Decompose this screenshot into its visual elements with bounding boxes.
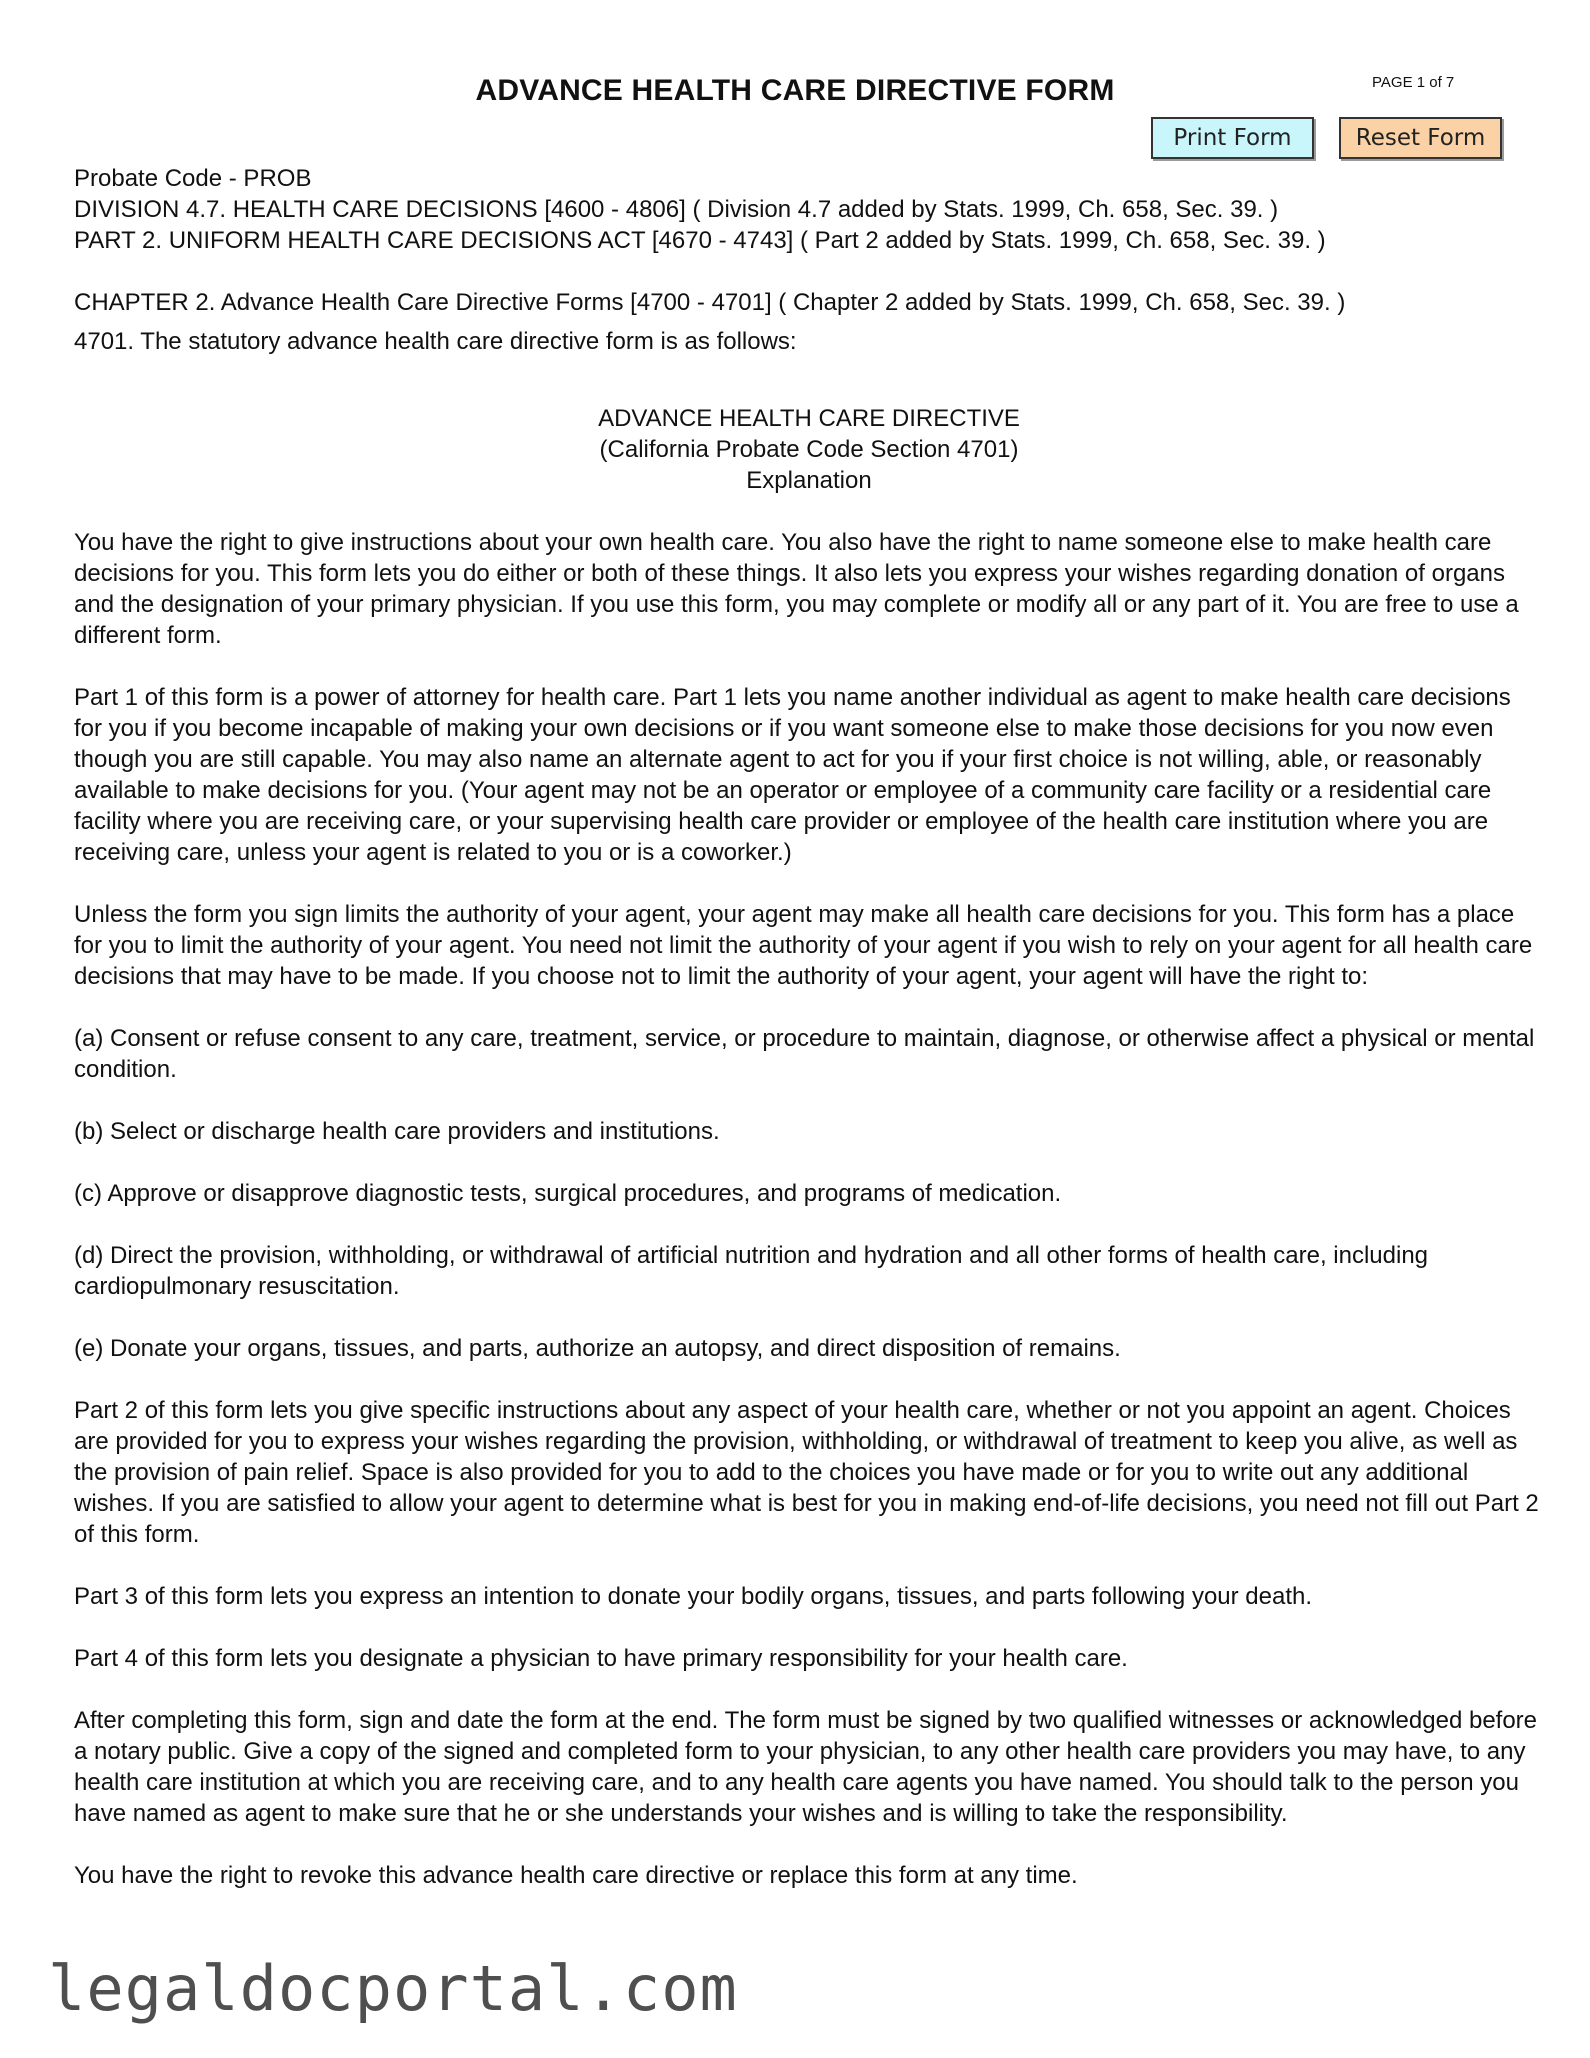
list-item-d: (d) Direct the provision, withholding, or withdrawal of artificial nutrition and hydration and all other forms of health care, including cardiopulmonary resuscitation. xyxy=(74,1242,1429,1300)
code-line-section: 4701. The statutory advance health care directive form is as follows: xyxy=(74,328,797,355)
paragraph-part2: Part 2 of this form lets you give specific instructions about any aspect of your health care, whether or not you appoint an agent. Choices are provided for you to express your wishes regarding the provision, withholding, or withdrawal of treatment to keep you alive, as well as the provision of pain relief. Space is also provided for you to add to the choices you have made or for you to write out any additional wishes. If you are satisfied to allow your agent to determine what is best for you in making end-of-life decisions, you need not fill out Part 2 of this form. xyxy=(74,1397,1539,1548)
directive-heading xyxy=(74,403,1544,496)
code-line-part: PART 2. UNIFORM HEALTH CARE DECISIONS ACT [4670 - 4743] ( Part 2 added by Stats. 1999, Ch. 658, Sec. 39. ) xyxy=(74,227,1326,254)
paragraph-part3: Part 3 of this form lets you express an intention to donate your bodily organs, tissues, and parts following your death. xyxy=(74,1583,1313,1610)
print-form-button[interactable]: Print Form xyxy=(1151,117,1314,159)
directive-heading-explanation: Explanation xyxy=(746,467,872,494)
list-item-b: (b) Select or discharge health care providers and institutions. xyxy=(74,1118,720,1145)
paragraph-revoke: You have the right to revoke this advance health care directive or replace this form at any time. xyxy=(74,1862,1078,1889)
list-item-c: (c) Approve or disapprove diagnostic tests, surgical procedures, and programs of medication. xyxy=(74,1180,1062,1207)
code-line-division: DIVISION 4.7. HEALTH CARE DECISIONS [4600 - 4806] ( Division 4.7 added by Stats. 1999, Ch. 658, Sec. 39. ) xyxy=(74,196,1279,223)
paragraph-completion: After completing this form, sign and date the form at the end. The form must be signed by two qualified witnesses or acknowledged before a notary public. Give a copy of the signed and completed form to your physician, to any other health care providers you may have, to any health care institution at which you are receiving care, and to any health care agents you have named. You should talk to the person you have named as agent to make sure that he or she understands your wishes and is willing to take the responsibility. xyxy=(74,1707,1538,1827)
directive-heading-title: ADVANCE HEALTH CARE DIRECTIVE xyxy=(598,405,1020,432)
paragraph-part1: Part 1 of this form is a power of attorney for health care. Part 1 lets you name another individual as agent to make health care decisions for you if you become incapable of making your own decisions or if you want someone else to make those decisions for you now even though you are still capable. You may also name an alternate agent to act for you if your first choice is not willing, able, or reasonably available to make decisions for you. (Your agent may not be an operator or employee of a community care facility or a residential care facility where you are receiving care, or your supervising health care provider or employee of the health care institution where you are receiving care, unless your agent is related to you or is a coworker.) xyxy=(74,684,1511,866)
code-line-probate: Probate Code - PROB xyxy=(74,165,312,192)
paragraph-authority: Unless the form you sign limits the authority of your agent, your agent may make all health care decisions for you. This form has a place for you to limit the authority of your agent. You need not limit the authority of your agent if you wish to rely on your agent for all health care decisions that may have to be made. If you choose not to limit the authority of your agent, your agent will have the right to: xyxy=(74,901,1533,990)
watermark-logo: legaldocportal.com xyxy=(48,1952,738,2025)
code-line-chapter: CHAPTER 2. Advance Health Care Directive Forms [4700 - 4701] ( Chapter 2 added by Stats. 1999, Ch. 658, Sec. 39. ) xyxy=(74,289,1346,316)
list-item-a: (a) Consent or refuse consent to any care, treatment, service, or procedure to maintain, diagnose, or otherwise affect a physical or mental condition. xyxy=(74,1025,1535,1083)
list-item-e: (e) Donate your organs, tissues, and parts, authorize an autopsy, and direct disposition of remains. xyxy=(74,1335,1121,1362)
directive-heading-code: (California Probate Code Section 4701) xyxy=(599,436,1019,463)
document-body xyxy=(74,163,1544,1891)
form-title: ADVANCE HEALTH CARE DIRECTIVE FORM xyxy=(475,74,1115,107)
page-number: PAGE 1 of 7 xyxy=(1372,74,1455,91)
paragraph-part4: Part 4 of this form lets you designate a physician to have primary responsibility for your health care. xyxy=(74,1645,1128,1672)
paragraph-rights: You have the right to give instructions about your own health care. You also have the right to name someone else to make health care decisions for you. This form lets you do either or both of these things. It also lets you express your wishes regarding donation of organs and the designation of your primary physician. If you use this form, you may complete or modify all or any part of it. You are free to use a different form. xyxy=(74,529,1519,649)
reset-form-button[interactable]: Reset Form xyxy=(1339,117,1502,159)
